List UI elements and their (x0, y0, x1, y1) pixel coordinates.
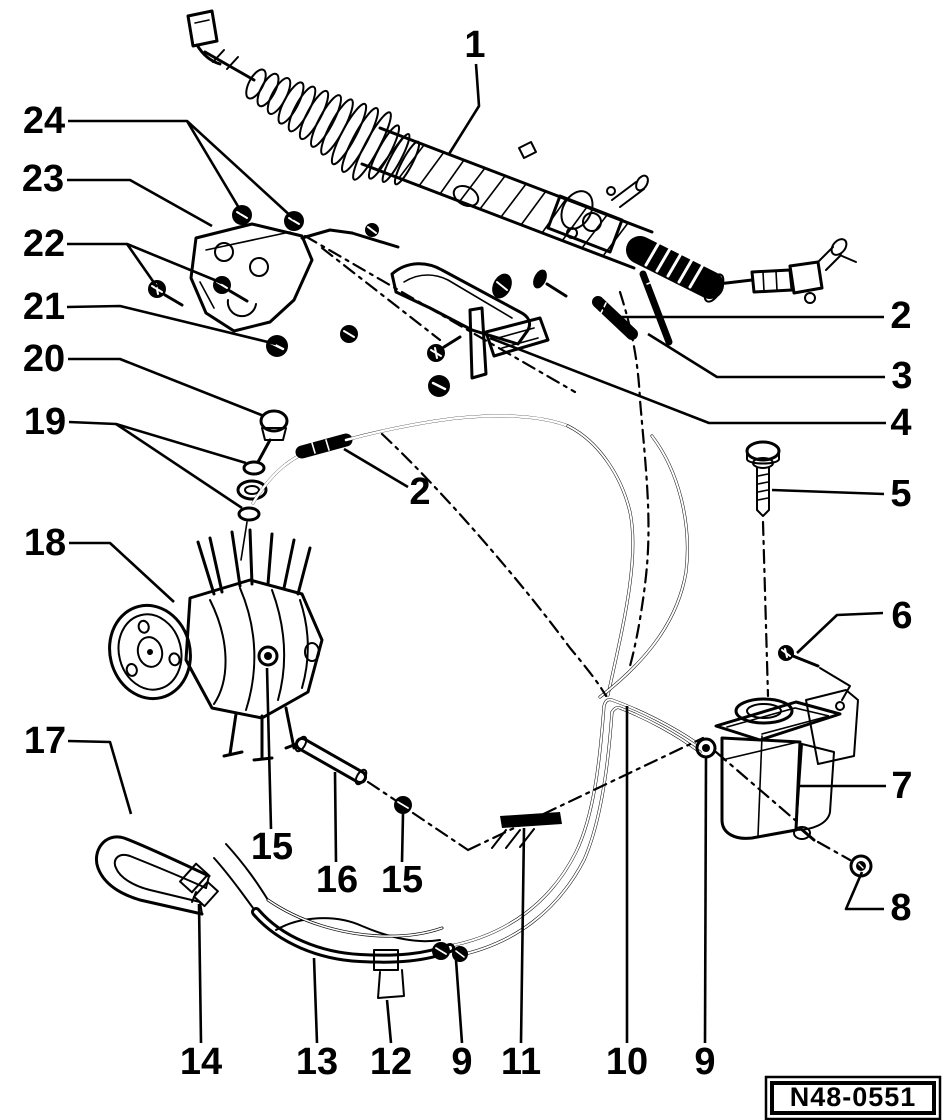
nut-9-right (697, 739, 715, 757)
leader-line-24 (68, 121, 242, 213)
leader-line-16 (335, 772, 336, 862)
nut-15-pipe (394, 796, 412, 814)
callout-9: 9 (694, 1041, 716, 1083)
pipe-16 (294, 735, 395, 800)
leader-line-15 (267, 668, 271, 829)
leader-line-23 (67, 180, 212, 226)
leader-line-21 (67, 306, 276, 344)
leader-line-8 (846, 872, 884, 909)
callout-8: 8 (890, 887, 912, 929)
callout-5: 5 (890, 473, 912, 515)
pressure-hose-2 (253, 416, 633, 695)
leader-line-11 (521, 828, 524, 1043)
callout-15: 15 (380, 859, 424, 901)
bracket-11 (492, 812, 562, 848)
callout-19: 19 (23, 401, 67, 443)
callout-6: 6 (891, 595, 913, 637)
callout-24: 24 (22, 100, 66, 142)
leader-line-4 (490, 338, 886, 423)
callout-3: 3 (891, 355, 913, 397)
tie-rod-end-left (188, 11, 254, 80)
assembly-line-return (716, 752, 795, 820)
leader-line-15 (402, 814, 403, 862)
callout-14: 14 (179, 1041, 223, 1083)
leader-line-9 (705, 757, 706, 1043)
callout-23: 23 (21, 158, 65, 200)
callout-2: 2 (409, 471, 431, 513)
assembly-line-brackets (322, 248, 440, 340)
assembly-line-bottom (413, 738, 703, 850)
callout-7: 7 (891, 765, 913, 807)
leader-line-19 (116, 424, 242, 508)
tie-rod-right (718, 236, 856, 303)
hose-bundle (450, 436, 700, 956)
leader-line-6 (797, 613, 883, 653)
bellows-boot (242, 67, 422, 187)
callout-10: 10 (605, 1041, 649, 1083)
nut-15-pump (259, 647, 277, 665)
callout-9: 9 (451, 1041, 473, 1083)
leader-line-9 (456, 960, 462, 1043)
bolt-5 (747, 442, 779, 696)
callout-21: 21 (22, 286, 66, 328)
banjo-bolt-20 (258, 411, 287, 462)
nuts-21 (266, 325, 358, 357)
hose-13 (256, 900, 450, 959)
callout-labels (22, 24, 913, 1083)
callout-22: 22 (22, 223, 66, 265)
callout-2: 2 (890, 295, 912, 337)
rack-pipe-3 (643, 274, 669, 342)
callout-13: 13 (295, 1041, 339, 1083)
callout-12: 12 (369, 1041, 413, 1083)
center-bracket (392, 264, 566, 397)
steering-rack (188, 11, 856, 305)
callout-18: 18 (23, 522, 67, 564)
leader-line-18 (69, 543, 174, 602)
leader-line-24 (187, 121, 294, 219)
leader-line-12 (387, 1000, 391, 1043)
leader-line-19 (69, 422, 246, 463)
callout-16: 16 (315, 859, 359, 901)
leader-line-3 (648, 334, 885, 377)
leader-line-5 (772, 490, 884, 494)
callout-4: 4 (890, 402, 912, 444)
leader-line-1 (449, 64, 479, 154)
leader-line-20 (68, 359, 264, 416)
leader-line-2 (596, 301, 884, 317)
leader-line-13 (314, 958, 317, 1043)
callout-15: 15 (250, 826, 294, 868)
leader-line-2 (344, 449, 408, 487)
ref-code-text: N48-0551 (789, 1082, 917, 1112)
ref-code-box (766, 1077, 940, 1119)
fluid-reservoir (716, 690, 858, 860)
leader-line-17 (68, 741, 131, 814)
leader-line-14 (199, 904, 201, 1043)
callout-17: 17 (23, 720, 67, 762)
callout-1: 1 (464, 24, 486, 66)
callout-20: 20 (22, 338, 66, 380)
callout-11: 11 (500, 1041, 542, 1083)
pump-body (186, 530, 322, 760)
